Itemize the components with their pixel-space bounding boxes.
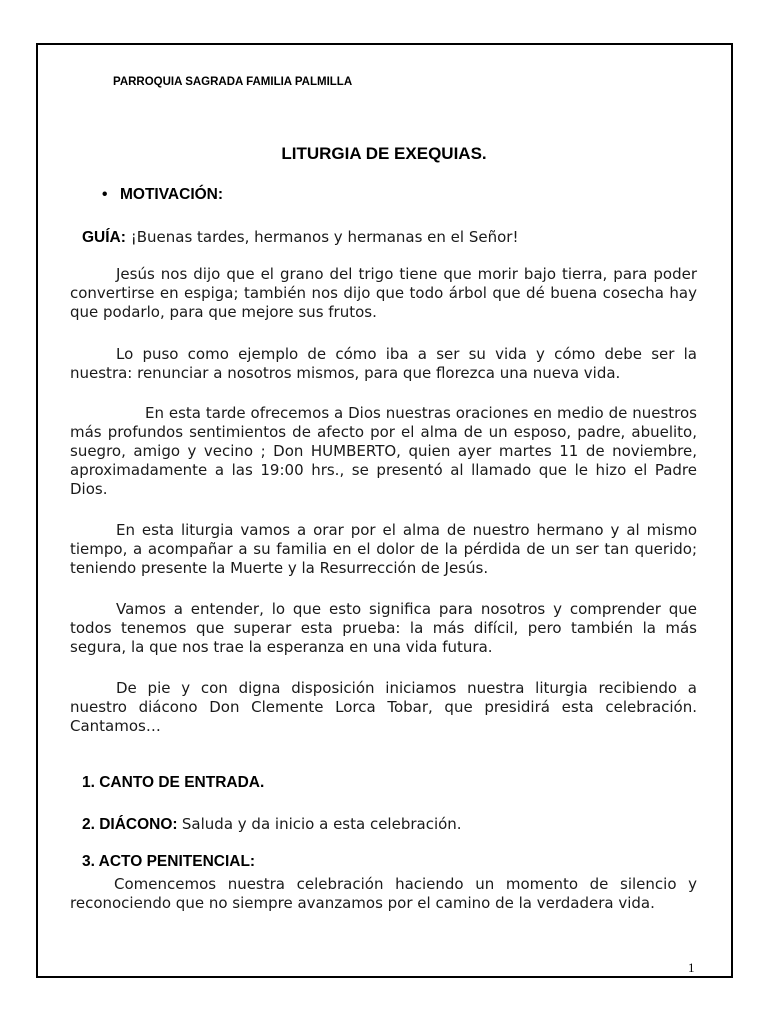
page-title: LITURGIA DE EXEQUIAS. xyxy=(281,144,487,163)
section-heading xyxy=(82,853,255,871)
section-text: Saluda y da inicio a esta celebración. xyxy=(181,815,462,833)
section-heading xyxy=(82,774,264,792)
paragraph: En esta liturgia vamos a orar por el alma de nuestro hermano y al mismo tiempo, a acompañar a su familia en el dolor de la pérdida de un ser tan querido; teniendo presente la Muerte y la Resurrección de Jesús. xyxy=(70,521,697,577)
page-border xyxy=(36,43,733,978)
paragraph: Comencemos nuestra celebración haciendo un momento de silencio y reconociendo que no siempre avanzamos por el camino de la verdadera vida. xyxy=(70,875,697,912)
guia-text: ¡Buenas tardes, hermanos y hermanas en el Señor! xyxy=(130,228,519,246)
paragraph: En esta tarde ofrecemos a Dios nuestras oraciones en medio de nuestros más profundos sentimientos de afecto por el alma de un esposo, padre, abuelito, suegro, amigo y vecino ; Don HUMBERTO, quien ayer martes 11 de noviembre, aproximadamente a las 19:00 hrs., se presentó al llamado que le hizo el Padre Dios. xyxy=(70,404,697,498)
section-label: 2. DIÁCONO: xyxy=(82,816,178,833)
guia-label: GUÍA: xyxy=(82,229,126,246)
paragraph: Lo puso como ejemplo de cómo iba a ser su vida y cómo debe ser la nuestra: renunciar a nosotros mismos, para que florezca una nueva vida. xyxy=(70,345,697,382)
page-number: 1 xyxy=(688,960,695,975)
motivation-heading xyxy=(102,186,223,204)
parish-header: PARROQUIA SAGRADA FAMILIA PALMILLA xyxy=(113,76,353,88)
section-label: 3. ACTO PENITENCIAL: xyxy=(82,853,256,870)
bullet-icon: • xyxy=(102,186,108,203)
paragraph: De pie y con digna disposición iniciamos nuestra liturgia recibiendo a nuestro diácono Don Clemente Lorca Tobar, que presidirá esta celebración. Cantamos… xyxy=(70,679,697,735)
guia-line xyxy=(82,228,518,247)
section-heading xyxy=(82,815,462,834)
motivation-label: MOTIVACIÓN: xyxy=(120,186,224,203)
section-label: 1. CANTO DE ENTRADA. xyxy=(82,774,265,791)
paragraph: Jesús nos dijo que el grano del trigo tiene que morir bajo tierra, para poder convertirse en espiga; también nos dijo que todo árbol que dé buena cosecha hay que podarlo, para que mejore sus frutos. xyxy=(70,265,697,321)
paragraph: Vamos a entender, lo que esto significa para nosotros y comprender que todos tenemos que superar esta prueba: la más difícil, pero también la más segura, la que nos trae la esperanza en una vida futura. xyxy=(70,600,697,656)
